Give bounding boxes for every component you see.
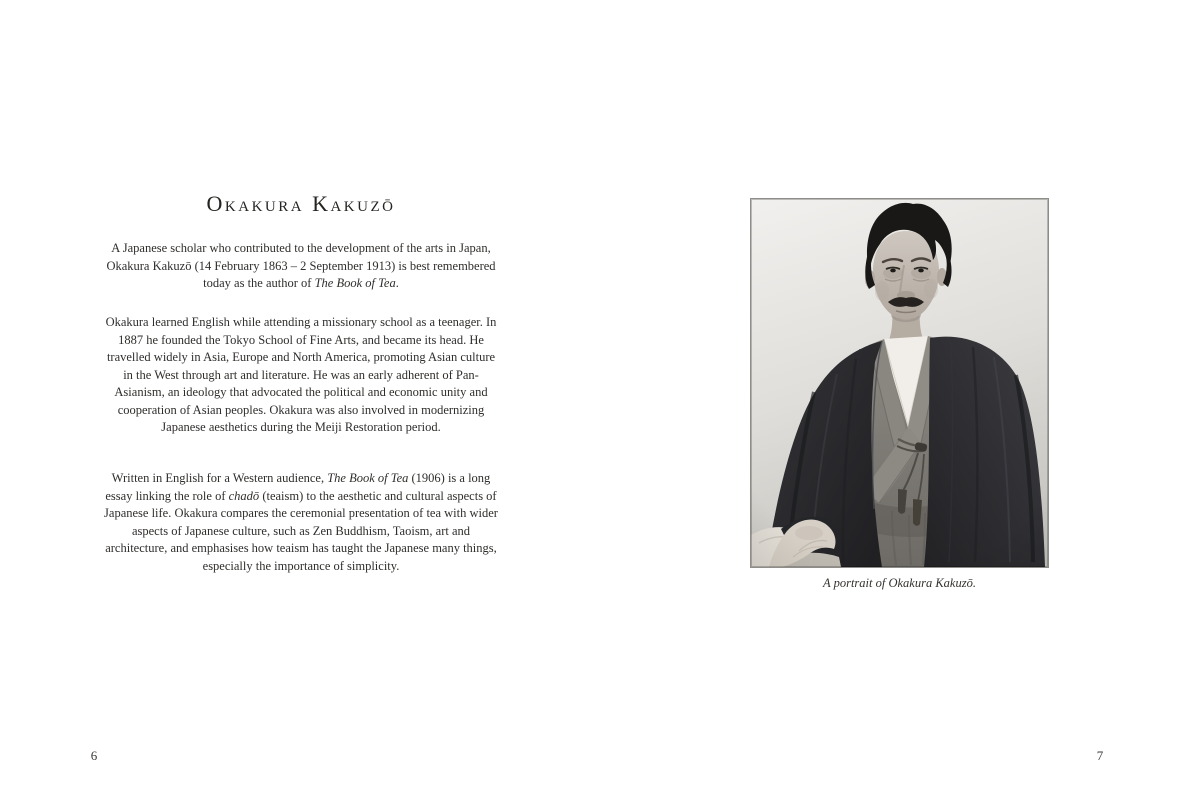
page-number-right: 7 <box>1096 748 1104 763</box>
paragraph-biography: Okakura learned English while attending a missionary school as a teenager. In 1887 he founded the Tokyo School of Fine Arts, and became its head. He travelled widely in Asia, Europe and North America, promoting Asian culture in the West through art and literature. He was an early adherent of Pan-Asianism, an ideology that advocated the political and economic unity and cooperation of Asian peoples. Okakura was also involved in modernizing Japanese aesthetics during the Meiji Restoration period. <box>105 315 497 434</box>
photo-caption: A portrait of Okakura Kakuzō. <box>823 576 976 590</box>
paragraph-intro: A Japanese scholar who contributed to the development of the arts in Japan, Okakura Kakuzō (14 February 1863 – 2 September 1913) is best remembered today as the author of The Book of Tea. <box>106 241 496 290</box>
photo-frame <box>750 198 1049 568</box>
page-number-left: 6 <box>90 748 98 763</box>
portrait-photo <box>751 199 1048 567</box>
page-title: Okakura Kakuzō <box>206 191 396 216</box>
paragraph-book-of-tea: Written in English for a Western audience, The Book of Tea (1906) is a long essay linking the role of chadō (teaism) to the aesthetic and cultural aspects of Japanese life. Okakura compares the ceremonial presentation of tea with wider aspects of Japanese culture, such as Zen Buddhism, Taoism, art and architecture, and emphasises how teaism has taught the Japanese many things, especially the importance of simplicity. <box>104 471 498 573</box>
